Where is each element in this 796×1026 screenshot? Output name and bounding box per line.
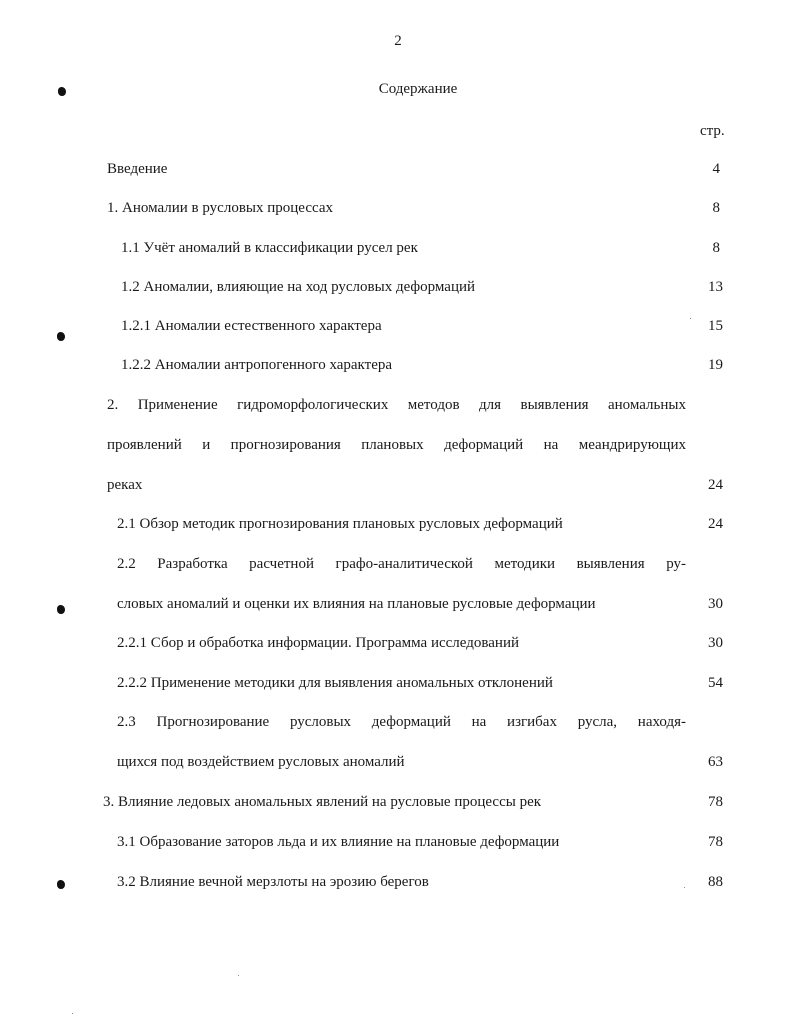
toc-page-section-1-2: 13 [708, 279, 723, 295]
toc-page-section-2-2: 30 [708, 596, 723, 612]
toc-entry-chapter-2-line-3: реках [107, 477, 143, 493]
toc-entry-section-2-1: 2.1 Обзор методик прогнозирования плановых русловых деформаций [117, 516, 563, 532]
toc-entry-section-1-2-2: 1.2.2 Аномалии антропогенного характера [121, 357, 393, 373]
binder-punch-mark [57, 332, 65, 341]
toc-entry-section-2-2-line-2: словых аномалий и оценки их влияния на плановые русловые деформации [117, 596, 596, 612]
toc-page-section-2-2-2: 54 [708, 675, 723, 691]
toc-page-section-1-2-1: 15 [708, 318, 723, 334]
toc-page-section-1-1: 8 [712, 240, 720, 256]
toc-entry-section-2-2-line-1: 2.2 Разработка расчетной графо-аналитической методики выявления ру- [117, 556, 686, 572]
toc-entry-section-3-1: 3.1 Образование заторов льда и их влияние на плановые деформации [117, 834, 560, 850]
toc-entry-section-1-2: 1.2 Аномалии, влияющие на ход русловых деформаций [121, 279, 476, 295]
toc-entry-chapter-2-line-2: проявлений и прогнозирования плановых деформаций на меандрирующих [107, 437, 686, 453]
toc-page-section-3-2: 88 [708, 874, 723, 890]
toc-page-section-1-2-2: 19 [708, 357, 723, 373]
toc-entry-section-1-2-1: 1.2.1 Аномалии естественного характера [121, 318, 382, 334]
toc-entry-section-2-3-line-1: 2.3 Прогнозирование русловых деформаций на изгибах русла, находя- [117, 714, 686, 730]
toc-page-section-2-2-1: 30 [708, 635, 723, 651]
toc-page-section-2-1: 24 [708, 516, 723, 532]
binder-punch-mark [57, 880, 65, 889]
toc-entry-introduction: Введение [107, 161, 168, 177]
scan-speck [72, 1013, 73, 1014]
toc-title: Содержание [378, 81, 458, 97]
toc-entry-chapter-3: 3. Влияние ледовых аномальных явлений на русловые процессы рек [103, 794, 542, 810]
page-column-header: стр. [700, 123, 725, 139]
toc-page-section-2-3: 63 [708, 754, 723, 770]
toc-page-chapter-3: 78 [708, 794, 723, 810]
toc-page-chapter-1: 8 [712, 200, 720, 216]
toc-page-section-3-1: 78 [708, 834, 723, 850]
toc-entry-chapter-2-line-1: 2. Применение гидроморфологических методов для выявления аномальных [107, 397, 686, 413]
toc-entry-section-2-2-1: 2.2.1 Сбор и обработка информации. Программа исследований [117, 635, 519, 651]
binder-punch-mark [58, 87, 66, 96]
binder-punch-mark [57, 605, 65, 614]
scan-speck [684, 887, 685, 888]
toc-entry-section-3-2: 3.2 Влияние вечной мерзлоты на эрозию берегов [117, 874, 429, 890]
toc-entry-section-1-1: 1.1 Учёт аномалий в классификации русел рек [121, 240, 418, 256]
toc-page-introduction: 4 [712, 161, 720, 177]
toc-entry-section-2-2-2: 2.2.2 Применение методики для выявления аномальных отклонений [117, 675, 553, 691]
scan-speck [690, 318, 691, 319]
page-number: 2 [394, 33, 402, 49]
toc-page-chapter-2: 24 [708, 477, 723, 493]
scan-speck [238, 975, 239, 976]
toc-entry-section-2-3-line-2: щихся под воздействием русловых аномалий [117, 754, 405, 770]
toc-entry-chapter-1: 1. Аномалии в русловых процессах [107, 200, 333, 216]
